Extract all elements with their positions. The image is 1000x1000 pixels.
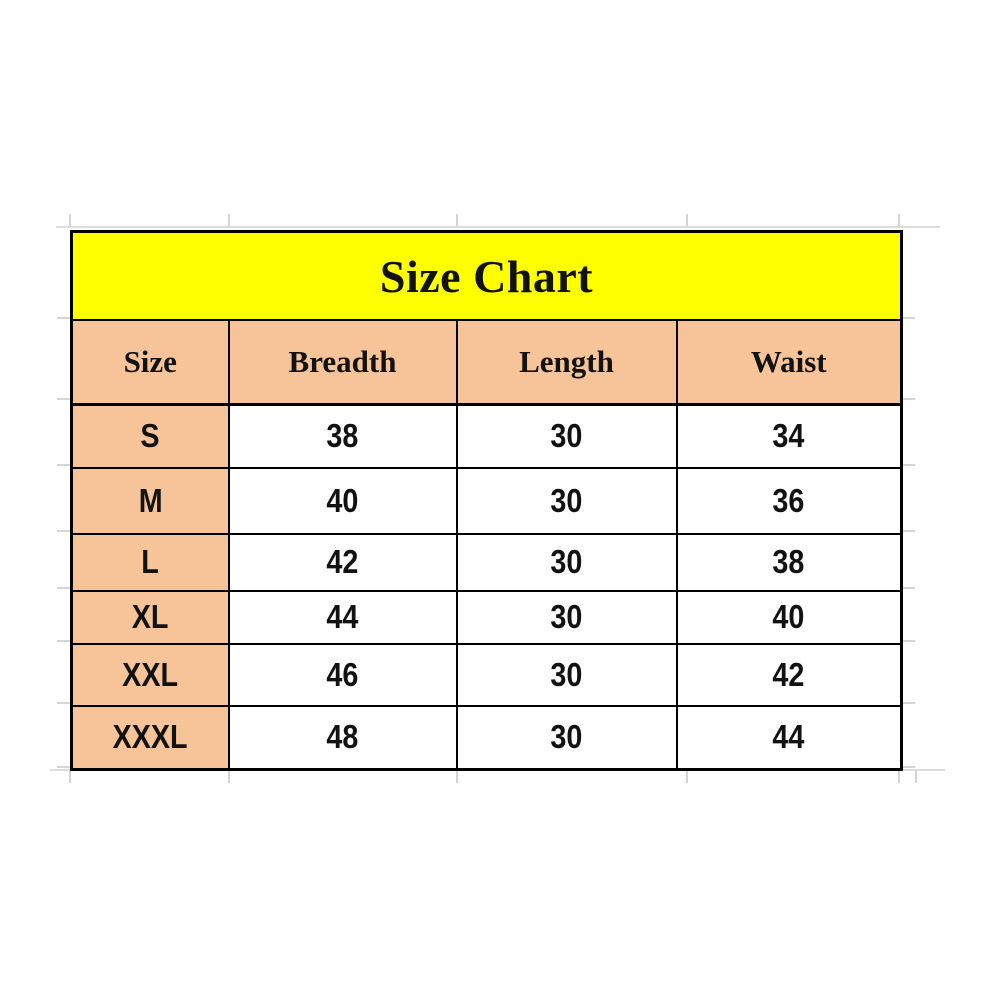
gridline-stub: [902, 317, 915, 319]
breadth-value: 44: [229, 591, 457, 644]
length-value: 30: [457, 706, 677, 770]
gridline-stub: [456, 770, 458, 783]
table-row-xxl: [72, 644, 902, 706]
table-row-s: [72, 405, 902, 468]
table-row-xl: [72, 591, 902, 644]
gridline-stub: [57, 587, 70, 589]
gridline-stub: [902, 530, 915, 532]
waist-value: 38: [677, 534, 902, 591]
gridline-stub: [57, 640, 70, 642]
title-row: [72, 232, 902, 321]
breadth-value: 40: [229, 468, 457, 534]
gridline-stub: [57, 398, 70, 400]
length-value: 30: [457, 405, 677, 468]
gridline-stub: [57, 702, 70, 704]
size-label: M: [72, 468, 229, 534]
gridline-stub: [902, 702, 915, 704]
length-value: 30: [457, 591, 677, 644]
gridline-stub: [686, 770, 688, 783]
column-header-length: Length: [457, 320, 677, 405]
gridline-stub: [902, 464, 915, 466]
length-value: 30: [457, 534, 677, 591]
gridline-stub: [902, 766, 915, 768]
gridline-stub: [57, 766, 70, 768]
gridline-stub: [686, 214, 688, 227]
gridline-stub: [898, 770, 900, 783]
gridline-stub: [69, 770, 71, 783]
gridline-stub: [228, 214, 230, 227]
table-title: Size Chart: [72, 232, 902, 321]
breadth-value: 38: [229, 405, 457, 468]
column-header-size: Size: [72, 320, 229, 405]
gridline-stub: [902, 587, 915, 589]
header-row: [72, 320, 902, 405]
table-row-m: [72, 468, 902, 534]
waist-value: 34: [677, 405, 902, 468]
size-label: S: [72, 405, 229, 468]
table-row-l: [72, 534, 902, 591]
waist-value: 42: [677, 644, 902, 706]
size-label: XL: [72, 591, 229, 644]
waist-value: 44: [677, 706, 902, 770]
waist-value: 36: [677, 468, 902, 534]
gridline-stub: [57, 464, 70, 466]
breadth-value: 42: [229, 534, 457, 591]
gridline-stub: [902, 398, 915, 400]
gridline-stub: [57, 530, 70, 532]
gridline-stub: [898, 214, 900, 227]
size-label: XXXL: [72, 706, 229, 770]
gridline-stub: [902, 640, 915, 642]
size-chart-table: [70, 230, 903, 771]
breadth-value: 46: [229, 644, 457, 706]
column-header-waist: Waist: [677, 320, 902, 405]
length-value: 30: [457, 644, 677, 706]
gridline-stub: [915, 770, 917, 783]
gridline-stub: [57, 317, 70, 319]
table-row-xxxl: [72, 706, 902, 770]
gridline-stub: [56, 226, 940, 228]
gridline-stub: [69, 214, 71, 227]
breadth-value: 48: [229, 706, 457, 770]
column-header-breadth: Breadth: [229, 320, 457, 405]
length-value: 30: [457, 468, 677, 534]
size-label: L: [72, 534, 229, 591]
size-label: XXL: [72, 644, 229, 706]
gridline-stub: [456, 214, 458, 227]
gridline-stub: [228, 770, 230, 783]
waist-value: 40: [677, 591, 902, 644]
